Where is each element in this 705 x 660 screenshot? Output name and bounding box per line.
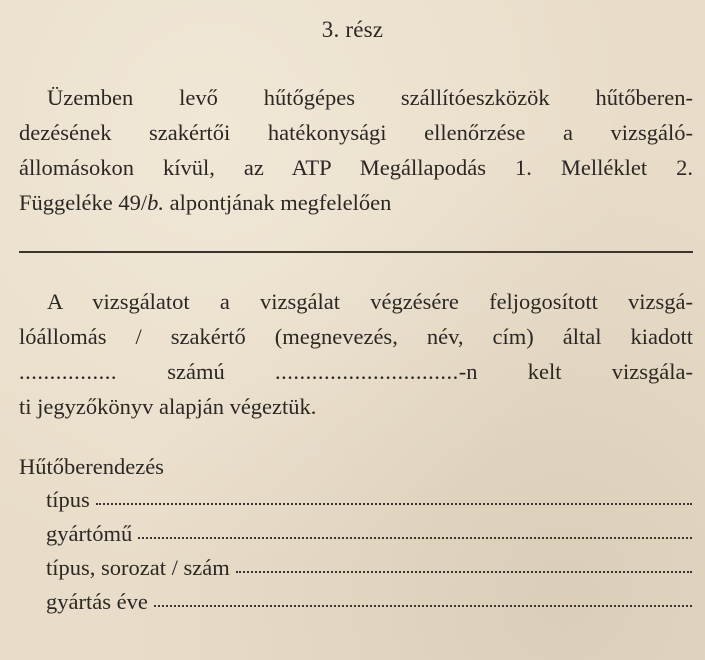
field-label: gyártás éve bbox=[46, 589, 148, 614]
intro-line: Üzemben levő hűtőgépes szállítóeszközök hűtőberen- bbox=[47, 85, 693, 110]
horizontal-rule bbox=[19, 251, 693, 253]
exam-line-part: -n kelt vizsgála- bbox=[458, 359, 693, 384]
exam-line: A vizsgálatot a vizsgálat végzésére feljogosított vizsgá- bbox=[47, 289, 693, 314]
intro-line-italic: b. bbox=[147, 190, 164, 215]
field-label: gyártómű bbox=[46, 521, 133, 546]
exam-line: ti jegyzőkönyv alapján végeztük. bbox=[19, 394, 317, 419]
number-blank[interactable]: ................ bbox=[19, 359, 117, 384]
field-type bbox=[46, 487, 692, 519]
part-title: 3. rész bbox=[321, 17, 384, 42]
intro-paragraph bbox=[19, 80, 693, 220]
field-label: típus, sorozat / szám bbox=[46, 555, 230, 580]
intro-line: dezésének szakértői hatékonysági ellenőrzése a vizsgáló- bbox=[19, 120, 693, 145]
field-label: típus bbox=[46, 487, 90, 512]
field-serial bbox=[46, 555, 692, 587]
intro-line-part: alpontjának megfelelően bbox=[163, 190, 392, 215]
fill-in-line[interactable] bbox=[236, 553, 692, 573]
intro-line: állomásokon kívül, az ATP Megállapodás 1. Melléklet 2. bbox=[19, 155, 693, 180]
field-year bbox=[46, 589, 692, 621]
field-manufacturer bbox=[46, 521, 692, 553]
fill-in-line[interactable] bbox=[138, 519, 692, 539]
exam-paragraph bbox=[19, 284, 693, 424]
intro-line bbox=[19, 185, 693, 220]
exam-line-with-blanks bbox=[19, 354, 693, 389]
fill-in-line[interactable] bbox=[96, 485, 692, 505]
exam-line: lóállomás / szakértő (megnevezés, név, cím) által kiadott bbox=[19, 324, 693, 349]
intro-line-part: Függeléke 49/ bbox=[19, 190, 148, 215]
date-blank[interactable]: .............................. bbox=[275, 359, 459, 384]
exam-line-part: számú bbox=[117, 359, 276, 384]
equipment-heading: Hűtőberendezés bbox=[19, 454, 164, 479]
fill-in-line[interactable] bbox=[154, 587, 692, 607]
